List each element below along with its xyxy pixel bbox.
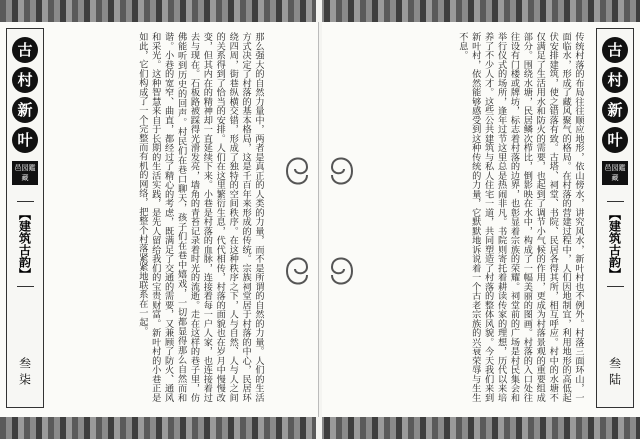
left-page-sidebar: [6, 28, 44, 408]
top-decorative-border: [0, 0, 640, 22]
title-char-3: 新: [12, 97, 38, 123]
scroll-ornament-icon: [283, 145, 311, 197]
series-seal: 邑园鑑藏: [602, 161, 628, 185]
series-seal: 邑园鑑藏: [12, 161, 38, 185]
title-char-2: 村: [12, 67, 38, 93]
page-number: 叁 陆: [607, 357, 622, 385]
title-char-4: 叶: [602, 127, 628, 153]
scroll-ornament-icon: [328, 245, 356, 297]
title-char-1: 古: [12, 37, 38, 63]
section-title: 【建筑古韵】: [17, 201, 34, 287]
bottom-decorative-border: [0, 417, 640, 439]
scroll-ornament-icon: [283, 245, 311, 297]
page-number: 叁 柒: [17, 357, 32, 385]
title-char-4: 叶: [12, 127, 38, 153]
title-char-2: 村: [602, 67, 628, 93]
right-page-sidebar: [596, 28, 634, 408]
title-char-3: 新: [602, 97, 628, 123]
section-title: 【建筑古韵】: [607, 201, 624, 287]
body-text: 那么强大的自然力量中，两者是真正的人类的力量，而不是所谓的自然的力量。人们的生活方式决定了村落的基本格局，这是千百年来形成的传统。宗族祠堂居于村落的中心，民居环绕四周，街巷纵横交错，形成了独特的空间秩序。在这种秩序之下，人与自然、人与人之间的关系得到了恰当的安排。人们在这里繁衍生息，代代相传，村落的面貌也在岁月中慢慢改变，但其内在的精神却一直延续下来。小巷是村落的血脉，连接着每一户人家，也连接着过去与现在。石板路被踩得光滑发亮，墙角的青苔记录着时光的流逝。走在这样的巷子里，仿佛能听到历史的回声。村民们在巷口聊天，孩子们在巷中嬉戏，一切都显得那么自然而和谐。小巷的宽窄、曲直，都经过了精心的考虑，既满足了交通的需要，又兼顾了防火、通风和采光。这种智慧来自于长期的生活实践，是先人留给我们的宝贵财富。新叶村的小巷正是如此，它们构成了一个完整而有机的网络，把整个村落紧紧地联系在一起。: [136, 32, 264, 402]
body-text: 传统村落的布局往往顺应地形，依山傍水，讲究风水，新叶村也不例外。村落三面环山，一面临水，形成了藏风聚气的格局。在村落的营建过程中，人们因地制宜，利用地形的高低起伏安排建筑，使之错落有致。古塔、祠堂、书院、民居各得其所，相互呼应。村中的水塘不仅满足了生活用水和防火的需要，也起到了调节小气候的作用，更成为村落景观的重要组成部分。围绕水塘，民居鳞次栉比，倒影映在水中，构成了一幅美丽的图画。村落的入口处往往设有门楼或牌坊，标志着村落的边界，也彰显着宗族的荣耀。祠堂前的广场是村民集会和举行仪式的场所，逢年过节这里总是热闹非凡。书院则寄托着耕读传家的理想，历代以来培养了不少人才。这些公共建筑与私人住宅一道，共同塑造了村落的整体风貌。今天我们来到新叶村，依然能够感受到这种传统的力量，它默默地诉说着一个古老宗族的兴衰荣辱与生生不息。: [456, 32, 584, 402]
left-page: [0, 22, 319, 417]
scroll-ornament-icon: [328, 145, 356, 197]
title-char-1: 古: [602, 37, 628, 63]
right-page: [322, 22, 640, 417]
